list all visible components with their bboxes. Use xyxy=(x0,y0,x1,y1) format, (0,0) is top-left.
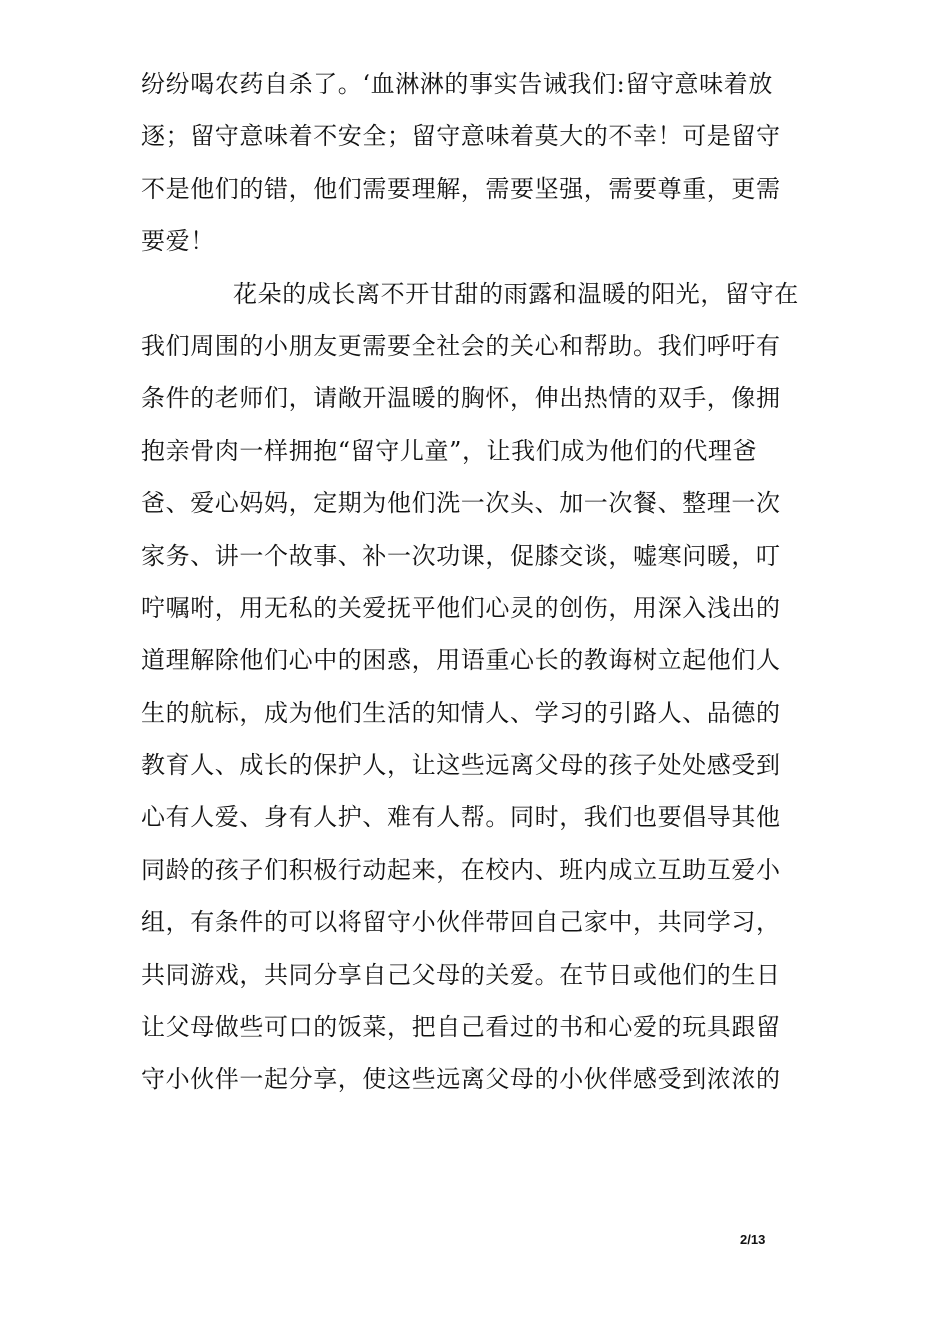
paragraph-first-line: 花朵的成长离不开甘甜的雨露和温暖的阳光，留守在 xyxy=(233,279,799,308)
text-line: 道理解除他们心中的困惑，用语重心长的教诲树立起他们人 xyxy=(141,646,781,675)
text-line: 让父母做些可口的饭菜，把自己看过的书和心爱的玩具跟留 xyxy=(141,1013,781,1042)
text-line: 我们周围的小朋友更需要全社会的关心和帮助。我们呼吁有 xyxy=(141,331,781,360)
text-line: 同龄的孩子们积极行动起来，在校内、班内成立互助互爱小 xyxy=(141,855,781,884)
text-line: 纷纷喝农药自杀了。‘血淋淋的事实告诫我们:留守意味着放 xyxy=(141,70,773,98)
text-line: 组，有条件的可以将留守小伙伴带回自己家中，共同学习， xyxy=(141,908,781,937)
text-line: 生的航标，成为他们生活的知情人、学习的引路人、品德的 xyxy=(141,698,781,727)
text-line: 咛嘱咐，用无私的关爱抚平他们心灵的创伤，用深入浅出的 xyxy=(141,593,781,622)
text-line: 家务、讲一个故事、补一次功课，促膝交谈，嘘寒问暖，叮 xyxy=(141,541,781,570)
text-line: 爸、爱心妈妈，定期为他们洗一次头、加一次餐、整理一次 xyxy=(141,489,781,518)
text-line: 共同游戏，共同分享自己父母的关爱。在节日或他们的生日 xyxy=(141,960,781,989)
text-line: 心有人爱、身有人护、难有人帮。同时，我们也要倡导其他 xyxy=(141,803,781,832)
page-number: 2/13 xyxy=(740,1232,766,1247)
text-line: 守小伙伴一起分享，使这些远离父母的小伙伴感受到浓浓的 xyxy=(141,1065,781,1094)
text-line: 条件的老师们，请敞开温暖的胸怀，伸出热情的双手，像拥 xyxy=(141,384,781,413)
body-text xyxy=(141,58,831,1106)
text-line: 抱亲骨肉一样拥抱“留守儿童”，让我们成为他们的代理爸 xyxy=(141,436,758,465)
text-line: 教育人、成长的保护人，让这些远离父母的孩子处处感受到 xyxy=(141,751,781,780)
text-line: 要爱！ xyxy=(141,227,215,256)
text-line: 逐；留守意味着不安全；留守意味着莫大的不幸！可是留守 xyxy=(141,122,781,151)
text-line: 不是他们的错，他们需要理解，需要坚强，需要尊重，更需 xyxy=(141,174,781,203)
